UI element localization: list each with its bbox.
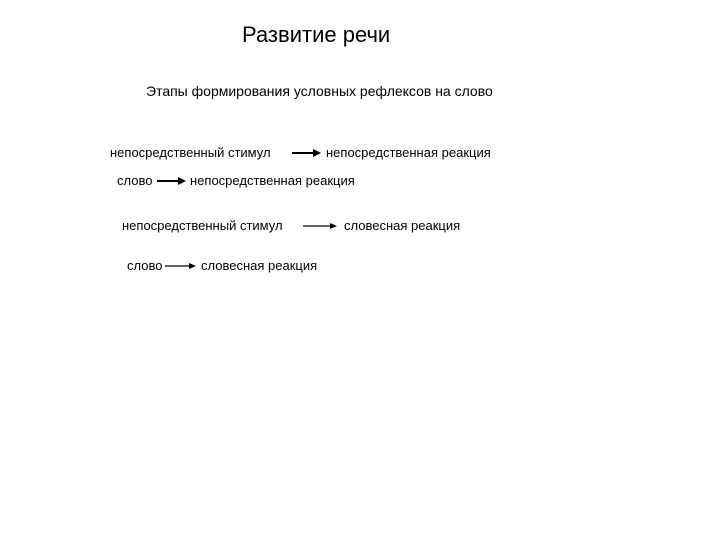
- stage-2-reaction: непосредственная реакция: [190, 173, 355, 188]
- stage-row-4: [0, 257, 720, 275]
- stage-row-2: [0, 172, 720, 190]
- stage-row-1: [0, 144, 720, 162]
- arrow-icon: [292, 147, 322, 159]
- stage-1-reaction: непосредственная реакция: [326, 145, 491, 160]
- stage-1-stimulus: непосредственный стимул: [110, 145, 271, 160]
- stage-4-stimulus: слово: [127, 258, 163, 273]
- stage-2-stimulus: слово: [117, 173, 153, 188]
- slide-title: Развитие речи: [242, 22, 391, 47]
- stage-row-3: [0, 217, 720, 235]
- arrow-icon: [303, 220, 339, 232]
- arrow-icon: [157, 175, 187, 187]
- arrow-icon: [165, 260, 198, 272]
- slide-subtitle: Этапы формирования условных рефлексов на слово: [146, 83, 493, 99]
- stage-3-reaction: словесная реакция: [344, 218, 461, 233]
- stage-3-stimulus: непосредственный стимул: [122, 218, 283, 233]
- stage-4-reaction: словесная реакция: [201, 258, 318, 273]
